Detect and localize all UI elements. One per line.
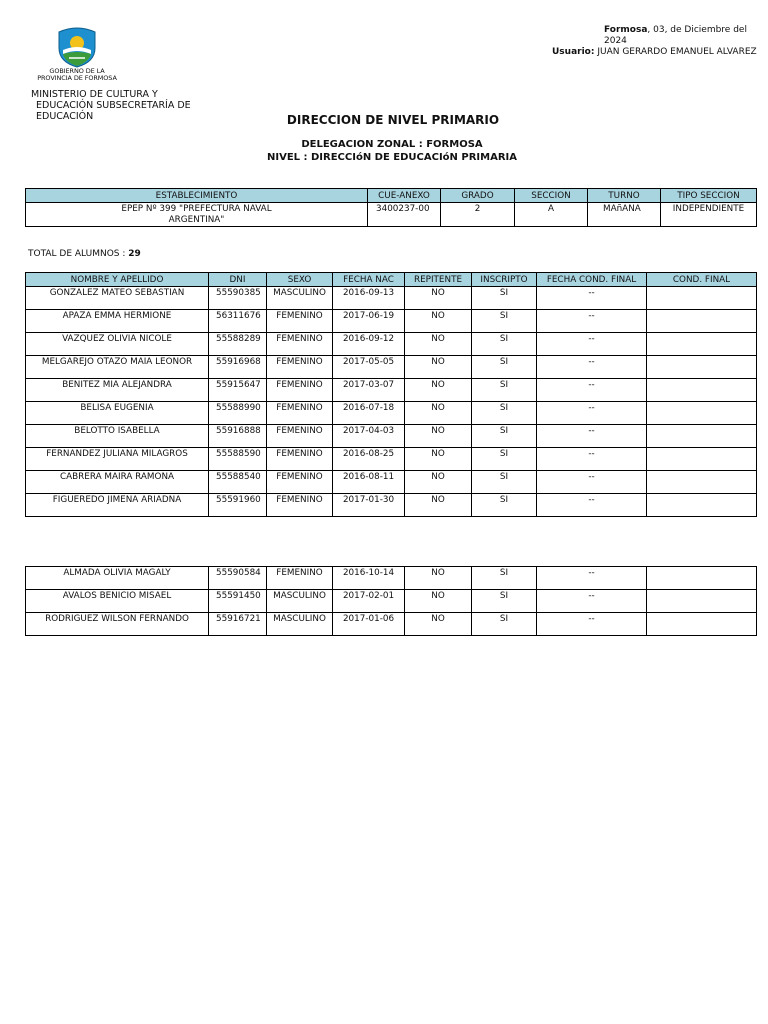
student-fecha-nac: 2017-05-05 <box>333 356 405 379</box>
student-dni: 55916721 <box>209 613 267 636</box>
col-header-dni: DNI <box>209 273 267 287</box>
table-row <box>26 448 757 471</box>
student-inscripto: SI <box>472 425 537 448</box>
student-fecha-cond-final: -- <box>537 356 647 379</box>
student-inscripto: SI <box>472 590 537 613</box>
establishment-header-row <box>26 189 757 203</box>
col-header-nombre: NOMBRE Y APELLIDO <box>26 273 209 287</box>
table-row <box>26 333 757 356</box>
student-dni: 55591450 <box>209 590 267 613</box>
student-fecha-nac: 2016-09-12 <box>333 333 405 356</box>
student-sexo: FEMENINO <box>267 448 333 471</box>
students-rows-continued <box>26 567 757 636</box>
date-line <box>552 25 757 36</box>
student-fecha-nac: 2017-02-01 <box>333 590 405 613</box>
student-fecha-cond-final: -- <box>537 590 647 613</box>
table-row <box>26 471 757 494</box>
student-sexo: FEMENINO <box>267 379 333 402</box>
student-sexo: FEMENINO <box>267 356 333 379</box>
student-cond-final <box>647 590 757 613</box>
student-cond-final <box>647 356 757 379</box>
student-fecha-nac: 2017-06-19 <box>333 310 405 333</box>
student-name: FIGUEREDO JIMENA ARIADNA <box>26 494 209 517</box>
col-header-cue-anexo: CUE-ANEXO <box>368 189 441 203</box>
ministry-line3: EDUCACIÓN <box>36 111 94 122</box>
student-sexo: FEMENINO <box>267 567 333 590</box>
student-repitente: NO <box>405 310 472 333</box>
student-dni: 55590385 <box>209 287 267 310</box>
table-row <box>26 287 757 310</box>
student-name: FERNANDEZ JULIANA MILAGROS <box>26 448 209 471</box>
student-fecha-nac: 2017-01-06 <box>333 613 405 636</box>
student-fecha-nac: 2016-10-14 <box>333 567 405 590</box>
student-dni: 55588590 <box>209 448 267 471</box>
student-fecha-cond-final: -- <box>537 402 647 425</box>
student-repitente: NO <box>405 379 472 402</box>
student-repitente: NO <box>405 494 472 517</box>
total-value: 29 <box>128 249 141 259</box>
student-sexo: MASCULINO <box>267 613 333 636</box>
col-header-turno: TURNO <box>588 189 661 203</box>
student-name: GONZALEZ MATEO SEBASTIAN <box>26 287 209 310</box>
student-repitente: NO <box>405 471 472 494</box>
student-inscripto: SI <box>472 333 537 356</box>
student-sexo: MASCULINO <box>267 287 333 310</box>
shield-logo-icon <box>55 26 99 68</box>
student-dni: 55588289 <box>209 333 267 356</box>
document-header-info <box>552 25 757 58</box>
student-cond-final <box>647 494 757 517</box>
total-label: TOTAL DE ALUMNOS : <box>28 249 126 259</box>
student-sexo: FEMENINO <box>267 425 333 448</box>
student-inscripto: SI <box>472 287 537 310</box>
establishment-table <box>25 188 757 227</box>
col-header-inscripto: INSCRIPTO <box>472 273 537 287</box>
col-header-sexo: SEXO <box>267 273 333 287</box>
table-row <box>26 494 757 517</box>
student-fecha-nac: 2016-07-18 <box>333 402 405 425</box>
student-sexo: FEMENINO <box>267 333 333 356</box>
student-name: RODRIGUEZ WILSON FERNANDO <box>26 613 209 636</box>
student-inscripto: SI <box>472 471 537 494</box>
student-dni: 55591960 <box>209 494 267 517</box>
student-dni: 55590584 <box>209 567 267 590</box>
student-repitente: NO <box>405 448 472 471</box>
student-name: CABRERA MAIRA RAMONA <box>26 471 209 494</box>
table-row <box>26 425 757 448</box>
table-row <box>26 379 757 402</box>
table-row <box>26 567 757 590</box>
table-row <box>26 590 757 613</box>
student-sexo: FEMENINO <box>267 310 333 333</box>
col-header-repitente: REPITENTE <box>405 273 472 287</box>
user-name: JUAN GERARDO EMANUEL ALVAREZ <box>597 47 757 57</box>
student-repitente: NO <box>405 402 472 425</box>
table-row <box>26 402 757 425</box>
students-rows <box>26 287 757 517</box>
student-fecha-cond-final: -- <box>537 494 647 517</box>
student-name: VAZQUEZ OLIVIA NICOLE <box>26 333 209 356</box>
student-sexo: FEMENINO <box>267 494 333 517</box>
seccion-value: A <box>515 203 588 227</box>
student-dni: 55916888 <box>209 425 267 448</box>
students-table <box>25 272 757 517</box>
student-fecha-cond-final: -- <box>537 287 647 310</box>
student-name: BELISA EUGENIA <box>26 402 209 425</box>
student-fecha-cond-final: -- <box>537 448 647 471</box>
student-fecha-cond-final: -- <box>537 379 647 402</box>
student-cond-final <box>647 471 757 494</box>
student-fecha-nac: 2017-04-03 <box>333 425 405 448</box>
student-cond-final <box>647 287 757 310</box>
students-header-row <box>26 273 757 287</box>
student-inscripto: SI <box>472 310 537 333</box>
student-name: APAZA EMMA HERMIONE <box>26 310 209 333</box>
student-inscripto: SI <box>472 494 537 517</box>
student-repitente: NO <box>405 590 472 613</box>
student-cond-final <box>647 567 757 590</box>
student-name: BENITEZ MIA ALEJANDRA <box>26 379 209 402</box>
nivel-subtitle: NIVEL : DIRECCIóN DE EDUCACIóN PRIMARIA <box>267 152 517 163</box>
table-row <box>26 613 757 636</box>
delegacion-subtitle: DELEGACION ZONAL : FORMOSA <box>301 139 483 150</box>
government-logo <box>36 26 118 82</box>
table-row <box>26 356 757 379</box>
col-header-fecha-nac: FECHA NAC <box>333 273 405 287</box>
student-repitente: NO <box>405 333 472 356</box>
page-title: DIRECCION DE NIVEL PRIMARIO <box>286 113 500 127</box>
student-fecha-nac: 2016-08-11 <box>333 471 405 494</box>
student-dni: 55916968 <box>209 356 267 379</box>
col-header-grado: GRADO <box>441 189 515 203</box>
student-inscripto: SI <box>472 567 537 590</box>
col-header-cond-final: COND. FINAL <box>647 273 757 287</box>
student-cond-final <box>647 379 757 402</box>
total-students <box>28 249 141 259</box>
student-inscripto: SI <box>472 448 537 471</box>
students-table-continued <box>25 566 757 636</box>
student-name: AVALOS BENICIO MISAEL <box>26 590 209 613</box>
student-cond-final <box>647 613 757 636</box>
grado-value: 2 <box>441 203 515 227</box>
student-repitente: NO <box>405 425 472 448</box>
turno-value: MAñANA <box>588 203 661 227</box>
ministry-line2: EDUCACIÓN SUBSECRETARÍA DE <box>36 100 191 111</box>
col-header-tipo-seccion: TIPO SECCION <box>661 189 757 203</box>
student-fecha-cond-final: -- <box>537 333 647 356</box>
student-name: MELGAREJO OTAZO MAIA LEONOR <box>26 356 209 379</box>
student-fecha-cond-final: -- <box>537 310 647 333</box>
student-dni: 56311676 <box>209 310 267 333</box>
student-fecha-cond-final: -- <box>537 567 647 590</box>
student-fecha-nac: 2017-01-30 <box>333 494 405 517</box>
student-repitente: NO <box>405 567 472 590</box>
cue-anexo-value: 3400237-00 <box>368 203 441 227</box>
student-sexo: FEMENINO <box>267 402 333 425</box>
col-header-seccion: SECCION <box>515 189 588 203</box>
student-dni: 55588540 <box>209 471 267 494</box>
logo-text-line2: PROVINCIA DE FORMOSA <box>37 74 117 82</box>
student-cond-final <box>647 448 757 471</box>
ministry-line1: MINISTERIO DE CULTURA Y <box>31 89 158 100</box>
col-header-establecimiento: ESTABLECIMIENTO <box>26 189 368 203</box>
student-sexo: FEMENINO <box>267 471 333 494</box>
student-fecha-cond-final: -- <box>537 471 647 494</box>
student-fecha-nac: 2016-08-25 <box>333 448 405 471</box>
student-inscripto: SI <box>472 613 537 636</box>
student-cond-final <box>647 310 757 333</box>
establishment-name: EPEP Nº 399 "PREFECTURA NAVAL ARGENTINA" <box>26 203 368 227</box>
student-fecha-nac: 2016-09-13 <box>333 287 405 310</box>
student-sexo: MASCULINO <box>267 590 333 613</box>
student-fecha-nac: 2017-03-07 <box>333 379 405 402</box>
student-fecha-cond-final: -- <box>537 613 647 636</box>
table-row <box>26 310 757 333</box>
student-name: BELOTTO ISABELLA <box>26 425 209 448</box>
date-text: , 03, de Diciembre del <box>647 25 747 35</box>
col-header-fecha-cond-final: FECHA COND. FINAL <box>537 273 647 287</box>
student-dni: 55915647 <box>209 379 267 402</box>
establishment-row <box>26 203 757 227</box>
student-inscripto: SI <box>472 379 537 402</box>
student-repitente: NO <box>405 613 472 636</box>
student-inscripto: SI <box>472 356 537 379</box>
student-cond-final <box>647 425 757 448</box>
date-year: 2024 <box>604 36 627 46</box>
logo-text-line1: GOBIERNO DE LA <box>49 67 105 75</box>
student-cond-final <box>647 402 757 425</box>
student-name: ALMADA OLIVIA MAGALY <box>26 567 209 590</box>
student-repitente: NO <box>405 356 472 379</box>
user-label: Usuario: <box>552 47 595 57</box>
student-fecha-cond-final: -- <box>537 425 647 448</box>
user-line <box>552 47 757 58</box>
student-cond-final <box>647 333 757 356</box>
tipo-seccion-value: INDEPENDIENTE <box>661 203 757 227</box>
city-label: Formosa <box>604 25 648 35</box>
student-repitente: NO <box>405 287 472 310</box>
student-dni: 55588990 <box>209 402 267 425</box>
student-inscripto: SI <box>472 402 537 425</box>
